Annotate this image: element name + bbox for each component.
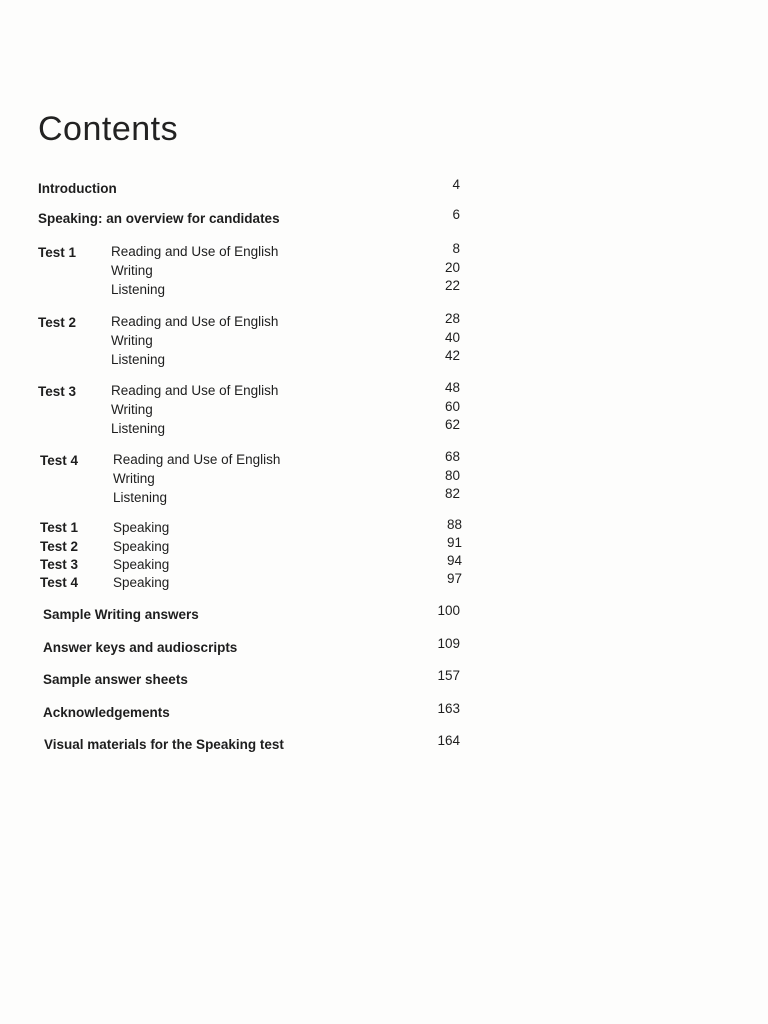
toc-page: 6	[452, 207, 460, 222]
toc-page: 4	[452, 177, 460, 192]
toc-label: Visual materials for the Speaking test	[44, 737, 284, 752]
toc-page: 91	[446, 535, 462, 550]
toc-test-label: Test 2	[40, 539, 79, 554]
toc-page: 60	[444, 399, 460, 414]
toc-entry-acknowledgements	[43, 701, 468, 723]
toc-test-label: Test 4	[40, 575, 79, 590]
toc-label: Reading and Use of English	[111, 383, 279, 398]
toc-page: 82	[444, 486, 460, 501]
toc-page: 94	[446, 553, 462, 568]
toc-label: Writing	[113, 471, 155, 486]
toc-page: 109	[437, 636, 460, 651]
toc-label: Answer keys and audioscripts	[43, 640, 238, 655]
toc-label: Reading and Use of English	[111, 314, 279, 329]
toc-page: 80	[444, 468, 460, 483]
toc-label: Reading and Use of English	[113, 452, 281, 467]
toc-page: 62	[444, 417, 460, 432]
toc-label: Introduction	[38, 181, 117, 196]
toc-label: Writing	[111, 263, 153, 278]
toc-page: 40	[444, 330, 460, 345]
toc-label: Acknowledgements	[43, 705, 170, 720]
toc-test-label: Test 2	[38, 315, 77, 330]
toc-entry-sample-writing	[43, 603, 468, 625]
toc-label: Writing	[111, 402, 153, 417]
toc-page: 157	[437, 668, 460, 683]
toc-page: 68	[444, 449, 460, 464]
toc-label: Listening	[111, 421, 166, 436]
toc-entry-introduction	[38, 177, 468, 199]
toc-page: 100	[437, 603, 460, 618]
toc-test-label: Test 3	[40, 557, 79, 572]
toc-page: 22	[444, 278, 460, 293]
toc-label: Speaking	[113, 557, 170, 572]
page-title: Contents	[38, 110, 179, 148]
toc-label: Reading and Use of English	[111, 244, 279, 259]
toc-label: Speaking: an overview for candidates	[38, 211, 280, 226]
toc-page: 163	[437, 701, 460, 716]
toc-entry-sample-answer-sheets	[43, 668, 468, 690]
toc-label: Writing	[111, 333, 153, 348]
toc-page: 8	[452, 241, 460, 256]
toc-entry-speaking-overview	[38, 207, 468, 229]
toc-label: Listening	[111, 282, 166, 297]
toc-test-label: Test 1	[40, 520, 79, 535]
toc-label: Speaking	[113, 539, 170, 554]
toc-test-label: Test 3	[38, 384, 77, 399]
toc-label: Listening	[111, 352, 166, 367]
toc-page: 20	[444, 260, 460, 275]
toc-label: Sample Writing answers	[43, 607, 199, 622]
toc-page: 164	[437, 733, 460, 748]
toc-label: Speaking	[113, 575, 170, 590]
toc-entry-answer-keys	[43, 636, 468, 658]
toc-label: Sample answer sheets	[43, 672, 188, 687]
toc-page: 42	[444, 348, 460, 363]
toc-page: 48	[444, 380, 460, 395]
toc-page: 97	[446, 571, 462, 586]
toc-page: 28	[444, 311, 460, 326]
toc-test-label: Test 1	[38, 245, 77, 260]
toc-test-label: Test 4	[40, 453, 79, 468]
toc-entry-visual-materials	[44, 733, 468, 755]
toc-label: Listening	[113, 490, 168, 505]
toc-label: Speaking	[113, 520, 170, 535]
toc-page: 88	[446, 517, 462, 532]
